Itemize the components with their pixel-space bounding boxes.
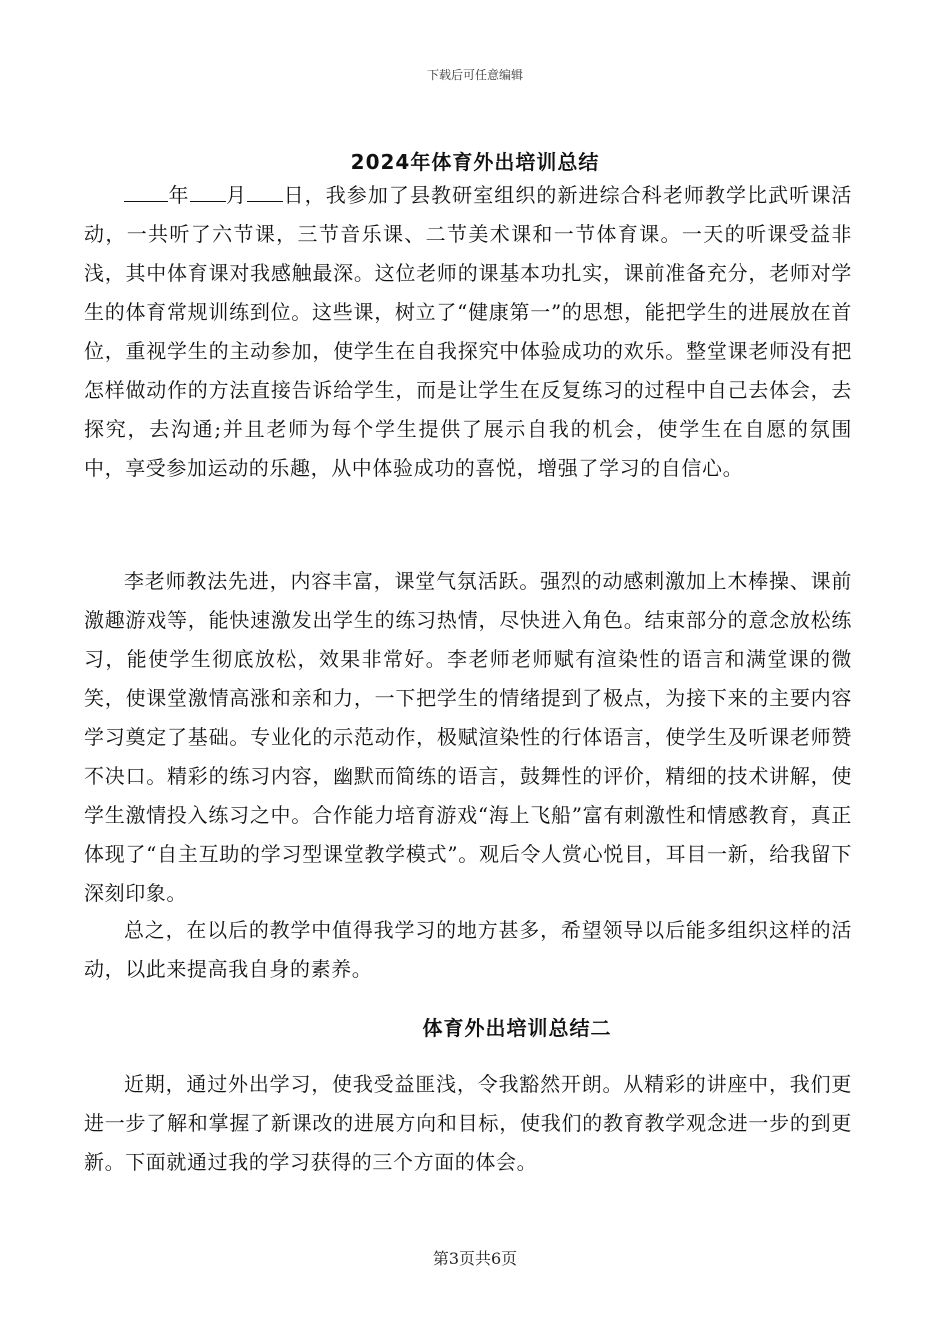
header-note: 下载后可任意编辑 [426, 68, 523, 82]
paragraph-1-text: ，我参加了县教研室组织的新进综合科老师教学比武听课活动，一共听了六节课，三节音乐课、二节美术课和一节体育课。一天的听课受益非浅，其中体育课对我感触最深。这位老师的课基本功扎实，课前准备充分，老师对学生的体育常规训练到位。这些课，树立了“健康第一”的思想，能把学生的进展放在首位，重视学生的主动参加，使学生在自我探究中体验成功的欢乐。整堂课老师没有把怎样做动作的方法直接告诉给学生，而是让学生在反复练习的过程中自己去体会，去探究，去沟通;并且老师为每个学生提供了展示自我的机会，使学生在自愿的氛围中，享受参加运动的乐趣，从中体验成功的喜悦，增强了学习的自信心。 [84, 183, 852, 480]
day-blank [247, 182, 283, 202]
section-1-paragraph-2: 李老师教法先进，内容丰富，课堂气氛活跃。强烈的动感刺激加上木棒操、课前激趣游戏等，能快速激发出学生的练习热情，尽快进入角色。结束部分的意念放松练习，能使学生彻底放松，效果非常好。李老师老师赋有渲染性的语言和满堂课的微笑，使课堂激情高涨和亲和力，一下把学生的情绪提到了极点，为接下来的主要内容学习奠定了基础。专业化的示范动作，极赋渲染性的行体语言，使学生及听课老师赞不决口。精彩的练习内容，幽默而简练的语言，鼓舞性的评价，精细的技术讲解，使学生激情投入练习之中。合作能力培育游戏“海上飞船”富有刺激性和情感教育，真正体现了“自主互助的学习型课堂教学模式”。观后令人赏心悦目，耳目一新，给我留下深刻印象。 [84, 569, 852, 905]
section-2-paragraph-1: 近期，通过外出学习，使我受益匪浅，令我豁然开朗。从精彩的讲座中，我们更进一步了解和掌握了新课改的进展方向和目标，使我们的教育教学观念进一步的到更新。下面就通过我的学习获得的三个方面的体会。 [84, 1072, 852, 1174]
section-1-title: 2024年体育外出培训总结 [350, 150, 600, 174]
year-blank [124, 182, 168, 202]
month-label: 月 [225, 183, 248, 207]
year-label: 年 [168, 183, 190, 207]
month-blank [190, 182, 226, 202]
day-label: 日 [283, 183, 305, 207]
page-number: 第3页共6页 [432, 1249, 518, 1268]
section-1-paragraph-3: 总之，在以后的教学中值得我学习的地方甚多，希望领导以后能多组织这样的活动，以此来提高我自身的素养。 [84, 918, 852, 981]
section-1-paragraph-1 [84, 176, 852, 488]
section-2-title: 体育外出培训总结二 [422, 1016, 612, 1040]
